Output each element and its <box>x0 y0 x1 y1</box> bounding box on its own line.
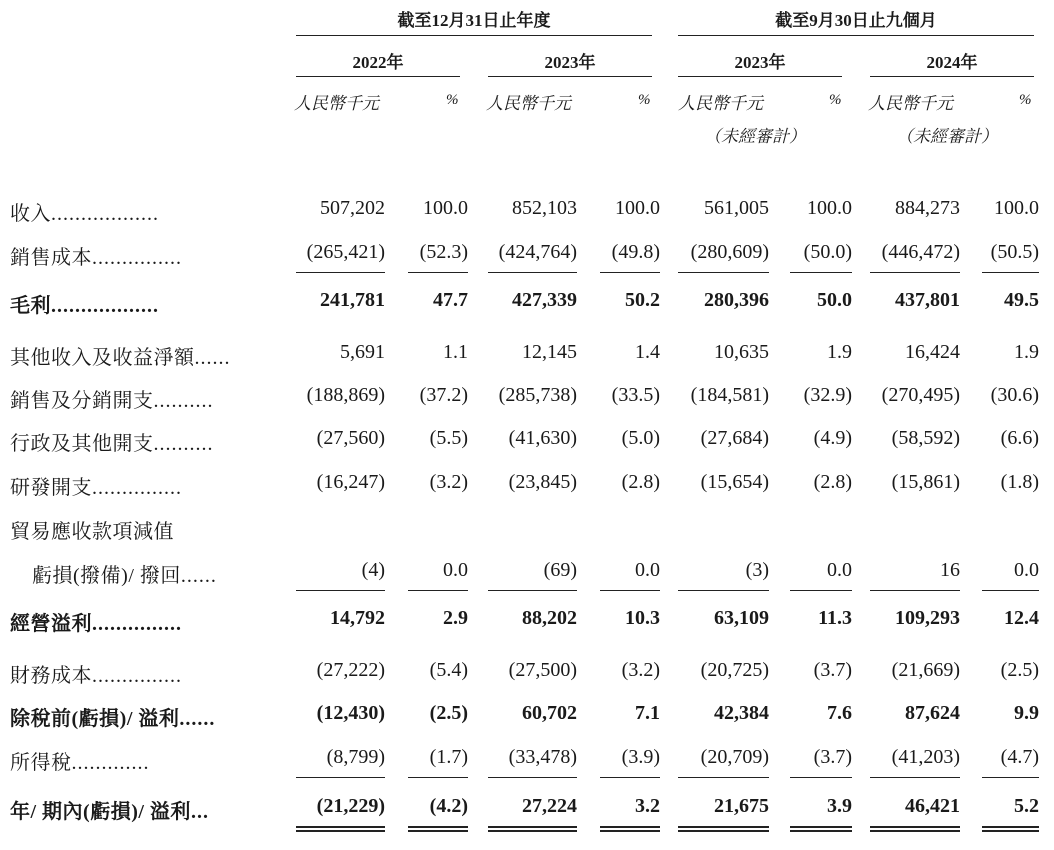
percent-cell: (4.9) <box>813 427 852 449</box>
year-header-1: 2022年 <box>352 53 404 72</box>
underline <box>678 272 769 273</box>
percent-cell: 0.0 <box>443 559 468 581</box>
percent-cell: 3.2 <box>635 795 660 817</box>
year-rule-4 <box>870 76 1034 77</box>
percent-cell: 1.9 <box>827 341 852 363</box>
amount-cell: 21,675 <box>714 795 769 817</box>
unit-label-1: 人民幣千元 <box>294 94 379 113</box>
row-label-text: 年/ 期內(虧損)/ 溢利 <box>10 801 191 823</box>
percent-cell: (2.8) <box>621 471 660 493</box>
amount-cell: (27,684) <box>700 427 769 449</box>
percent-cell: (1.8) <box>1000 471 1039 493</box>
row-label-text: 銷售成本 <box>10 247 92 269</box>
percent-cell: 47.7 <box>433 289 468 311</box>
row-label <box>10 241 182 270</box>
underline <box>488 777 577 778</box>
amount-cell: (20,709) <box>700 746 769 768</box>
pct-label-2: % <box>638 92 651 108</box>
percent-cell: 50.0 <box>817 289 852 311</box>
table-row <box>0 471 1054 501</box>
underline <box>408 272 468 273</box>
row-label-text: 收入 <box>10 203 51 225</box>
percent-cell: (5.5) <box>429 427 468 449</box>
amount-cell: (3) <box>745 559 769 581</box>
percent-cell: (4.2) <box>429 795 468 817</box>
row-label-text: 研發開支 <box>10 477 92 499</box>
percent-cell: 50.2 <box>625 289 660 311</box>
amount-cell: (21,669) <box>891 659 960 681</box>
table-row <box>0 702 1054 732</box>
percent-cell: (32.9) <box>803 384 852 406</box>
percent-cell: 0.0 <box>635 559 660 581</box>
amount-cell: (27,560) <box>316 427 385 449</box>
row-label <box>10 702 215 731</box>
amount-cell: (280,609) <box>690 241 769 263</box>
double-underline <box>870 826 960 832</box>
percent-cell: (5.0) <box>621 427 660 449</box>
amount-cell: 46,421 <box>905 795 960 817</box>
amount-cell: (446,472) <box>881 241 960 263</box>
leader-dots: .......... <box>153 390 214 412</box>
row-label <box>10 659 182 688</box>
amount-cell: 437,801 <box>895 289 960 311</box>
amount-cell: (4) <box>361 559 385 581</box>
group-rule-full-year <box>296 35 652 36</box>
percent-cell: 100.0 <box>615 197 660 219</box>
amount-cell: 63,109 <box>714 607 769 629</box>
leader-dots: ...... <box>180 565 217 587</box>
unaudited-label-4: （未經審計） <box>896 127 998 146</box>
group-title-full-year: 截至12月31日止年度 <box>397 11 551 30</box>
percent-cell: 100.0 <box>807 197 852 219</box>
underline <box>488 272 577 273</box>
year-header-3: 2023年 <box>734 53 786 72</box>
percent-cell: (49.8) <box>611 241 660 263</box>
underline <box>600 272 660 273</box>
leader-dots: ............... <box>92 613 182 635</box>
underline <box>790 272 852 273</box>
row-label <box>10 384 214 413</box>
underline <box>982 777 1039 778</box>
table-row <box>0 341 1054 371</box>
percent-cell: 1.1 <box>443 341 468 363</box>
percent-cell: 3.9 <box>827 795 852 817</box>
row-label-text: 其他收入及收益淨額 <box>10 347 195 369</box>
amount-cell: 88,202 <box>522 607 577 629</box>
row-label <box>10 746 150 775</box>
underline <box>790 590 852 591</box>
row-label <box>10 471 182 500</box>
double-underline <box>408 826 468 832</box>
percent-cell: (2.5) <box>429 702 468 724</box>
underline <box>870 777 960 778</box>
row-label-text: 毛利 <box>10 295 51 317</box>
amount-cell: 10,635 <box>714 341 769 363</box>
amount-cell: (41,630) <box>508 427 577 449</box>
amount-cell: 561,005 <box>704 197 769 219</box>
row-label <box>10 341 231 370</box>
year-rule-3 <box>678 76 842 77</box>
row-label <box>10 607 182 636</box>
double-underline <box>790 826 852 832</box>
table-row <box>0 607 1054 637</box>
amount-cell: (58,592) <box>891 427 960 449</box>
row-label <box>32 559 217 588</box>
row-label-text: 行政及其他開支 <box>10 433 154 455</box>
leader-dots: ............. <box>71 752 150 774</box>
row-label-text: 貿易應收款項減值 <box>10 521 174 543</box>
underline <box>408 590 468 591</box>
percent-cell: (37.2) <box>419 384 468 406</box>
percent-cell: 10.3 <box>625 607 660 629</box>
percent-cell: (50.0) <box>803 241 852 263</box>
table-row <box>0 746 1054 776</box>
leader-dots: ............... <box>92 247 182 269</box>
percent-cell: (3.2) <box>621 659 660 681</box>
row-label <box>10 427 214 456</box>
amount-cell: (265,421) <box>306 241 385 263</box>
table-row <box>0 197 1054 227</box>
underline <box>296 590 385 591</box>
double-underline <box>600 826 660 832</box>
amount-cell: 12,145 <box>522 341 577 363</box>
row-label-text: 除稅前(虧損)/ 溢利 <box>10 708 180 730</box>
amount-cell: (69) <box>543 559 577 581</box>
underline <box>678 590 769 591</box>
percent-cell: (30.6) <box>990 384 1039 406</box>
row-label <box>10 515 174 544</box>
leader-dots: ... <box>190 801 209 823</box>
amount-cell: 42,384 <box>714 702 769 724</box>
unit-label-4: 人民幣千元 <box>868 94 953 113</box>
amount-cell: (21,229) <box>316 795 385 817</box>
amount-cell: (15,654) <box>700 471 769 493</box>
leader-dots: .................. <box>51 203 159 225</box>
row-label-text: 銷售及分銷開支 <box>10 390 154 412</box>
row-label <box>10 197 159 226</box>
percent-cell: (52.3) <box>419 241 468 263</box>
percent-cell: 11.3 <box>818 607 852 629</box>
amount-cell: 884,273 <box>895 197 960 219</box>
percent-cell: (3.7) <box>813 746 852 768</box>
amount-cell: (424,764) <box>498 241 577 263</box>
percent-cell: 100.0 <box>994 197 1039 219</box>
percent-cell: 2.9 <box>443 607 468 629</box>
amount-cell: 852,103 <box>512 197 577 219</box>
amount-cell: (27,500) <box>508 659 577 681</box>
underline <box>296 272 385 273</box>
table-row <box>0 427 1054 457</box>
underline <box>678 777 769 778</box>
percent-cell: (33.5) <box>611 384 660 406</box>
underline <box>870 272 960 273</box>
percent-cell: 1.4 <box>635 341 660 363</box>
percent-cell: (4.7) <box>1000 746 1039 768</box>
underline <box>488 590 577 591</box>
table-row <box>0 795 1054 825</box>
amount-cell: (270,495) <box>881 384 960 406</box>
unit-label-3: 人民幣千元 <box>678 94 763 113</box>
table-row <box>0 559 1054 589</box>
row-label-text: 虧損(撥備)/ 撥回 <box>32 565 181 587</box>
leader-dots: .................. <box>51 295 159 317</box>
row-label-text: 所得稅 <box>10 752 72 774</box>
percent-cell: 9.9 <box>1014 702 1039 724</box>
amount-cell: 14,792 <box>330 607 385 629</box>
underline <box>600 777 660 778</box>
double-underline <box>296 826 385 832</box>
percent-cell: 49.5 <box>1004 289 1039 311</box>
percent-cell: 100.0 <box>423 197 468 219</box>
percent-cell: (3.9) <box>621 746 660 768</box>
amount-cell: 280,396 <box>704 289 769 311</box>
year-header-2: 2023年 <box>544 53 596 72</box>
leader-dots: ...... <box>194 347 231 369</box>
percent-cell: (6.6) <box>1000 427 1039 449</box>
double-underline <box>982 826 1039 832</box>
leader-dots: ...... <box>179 708 216 730</box>
amount-cell: (33,478) <box>508 746 577 768</box>
percent-cell: 12.4 <box>1004 607 1039 629</box>
amount-cell: (15,861) <box>891 471 960 493</box>
underline <box>982 590 1039 591</box>
percent-cell: 7.1 <box>635 702 660 724</box>
year-header-4: 2024年 <box>926 53 978 72</box>
amount-cell: (20,725) <box>700 659 769 681</box>
unit-label-2: 人民幣千元 <box>486 94 571 113</box>
amount-cell: 241,781 <box>320 289 385 311</box>
pct-label-1: % <box>446 92 459 108</box>
amount-cell: (41,203) <box>891 746 960 768</box>
group-title-nine-months: 截至9月30日止九個月 <box>775 11 937 30</box>
table-row <box>0 289 1054 319</box>
amount-cell: (12,430) <box>316 702 385 724</box>
row-label <box>10 289 159 318</box>
amount-cell: (285,738) <box>498 384 577 406</box>
pct-label-3: % <box>829 92 842 108</box>
table-row <box>0 384 1054 414</box>
underline <box>600 590 660 591</box>
underline <box>296 777 385 778</box>
amount-cell: 16 <box>940 559 960 581</box>
percent-cell: 5.2 <box>1014 795 1039 817</box>
group-rule-nine-months <box>678 35 1034 36</box>
amount-cell: 16,424 <box>905 341 960 363</box>
double-underline <box>488 826 577 832</box>
row-label-text: 經營溢利 <box>10 613 92 635</box>
percent-cell: (3.7) <box>813 659 852 681</box>
leader-dots: ............... <box>92 477 182 499</box>
amount-cell: 5,691 <box>340 341 385 363</box>
unaudited-label-3: （未經審計） <box>704 127 806 146</box>
amount-cell: 109,293 <box>895 607 960 629</box>
percent-cell: (1.7) <box>429 746 468 768</box>
underline <box>982 272 1039 273</box>
amount-cell: (184,581) <box>690 384 769 406</box>
table-row <box>0 241 1054 271</box>
row-label-text: 財務成本 <box>10 665 92 687</box>
amount-cell: 427,339 <box>512 289 577 311</box>
amount-cell: 60,702 <box>522 702 577 724</box>
year-rule-1 <box>296 76 460 77</box>
amount-cell: (27,222) <box>316 659 385 681</box>
table-row <box>0 515 1054 545</box>
percent-cell: 0.0 <box>827 559 852 581</box>
pct-label-4: % <box>1019 92 1032 108</box>
leader-dots: ............... <box>92 665 182 687</box>
percent-cell: 1.9 <box>1014 341 1039 363</box>
percent-cell: (50.5) <box>990 241 1039 263</box>
year-rule-2 <box>488 76 652 77</box>
percent-cell: (3.2) <box>429 471 468 493</box>
amount-cell: 87,624 <box>905 702 960 724</box>
amount-cell: (8,799) <box>326 746 385 768</box>
underline <box>408 777 468 778</box>
underline <box>870 590 960 591</box>
percent-cell: (2.5) <box>1000 659 1039 681</box>
percent-cell: 0.0 <box>1014 559 1039 581</box>
leader-dots: .......... <box>153 433 214 455</box>
amount-cell: 27,224 <box>522 795 577 817</box>
table-row <box>0 659 1054 689</box>
percent-cell: 7.6 <box>827 702 852 724</box>
amount-cell: (16,247) <box>316 471 385 493</box>
amount-cell: 507,202 <box>320 197 385 219</box>
row-label <box>10 795 209 824</box>
percent-cell: (2.8) <box>813 471 852 493</box>
double-underline <box>678 826 769 832</box>
underline <box>790 777 852 778</box>
percent-cell: (5.4) <box>429 659 468 681</box>
amount-cell: (188,869) <box>306 384 385 406</box>
amount-cell: (23,845) <box>508 471 577 493</box>
